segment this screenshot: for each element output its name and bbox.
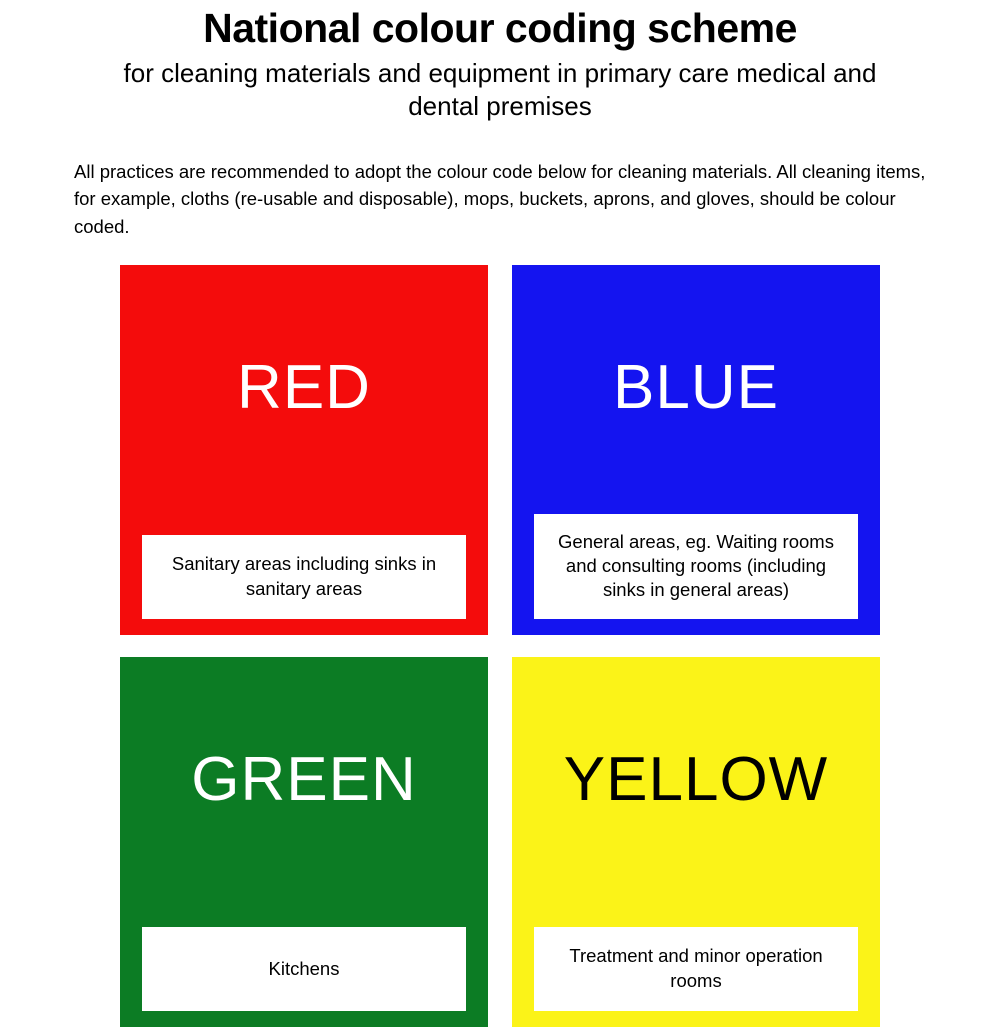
colour-card-label: RED: [237, 352, 371, 422]
colour-card-description: Sanitary areas including sinks in sanitary areas: [142, 535, 466, 619]
colour-card-label: YELLOW: [563, 744, 829, 814]
colour-card-description: Kitchens: [142, 927, 466, 1011]
page-subtitle: for cleaning materials and equipment in primary care medical and dental premises: [123, 58, 877, 122]
colour-card-grid: [120, 265, 880, 1027]
colour-card-blue: [512, 265, 880, 635]
colour-card-description: General areas, eg. Waiting rooms and consulting rooms (including sinks in general areas): [534, 514, 858, 619]
page-title: National colour coding scheme: [203, 5, 797, 51]
colour-card-description: Treatment and minor operation rooms: [534, 927, 858, 1011]
colour-card-label: BLUE: [613, 352, 779, 422]
colour-card-yellow: [512, 657, 880, 1027]
colour-card-label: GREEN: [191, 744, 417, 814]
intro-paragraph: All practices are recommended to adopt the colour code below for cleaning materials. All cleaning items, for example, cloths (re-usable and disposable), mops, buckets, aprons, and gloves, should be colour coded.: [74, 160, 926, 238]
colour-coding-poster: [0, 6, 1000, 1006]
colour-card-green: [120, 657, 488, 1027]
colour-card-red: [120, 265, 488, 635]
